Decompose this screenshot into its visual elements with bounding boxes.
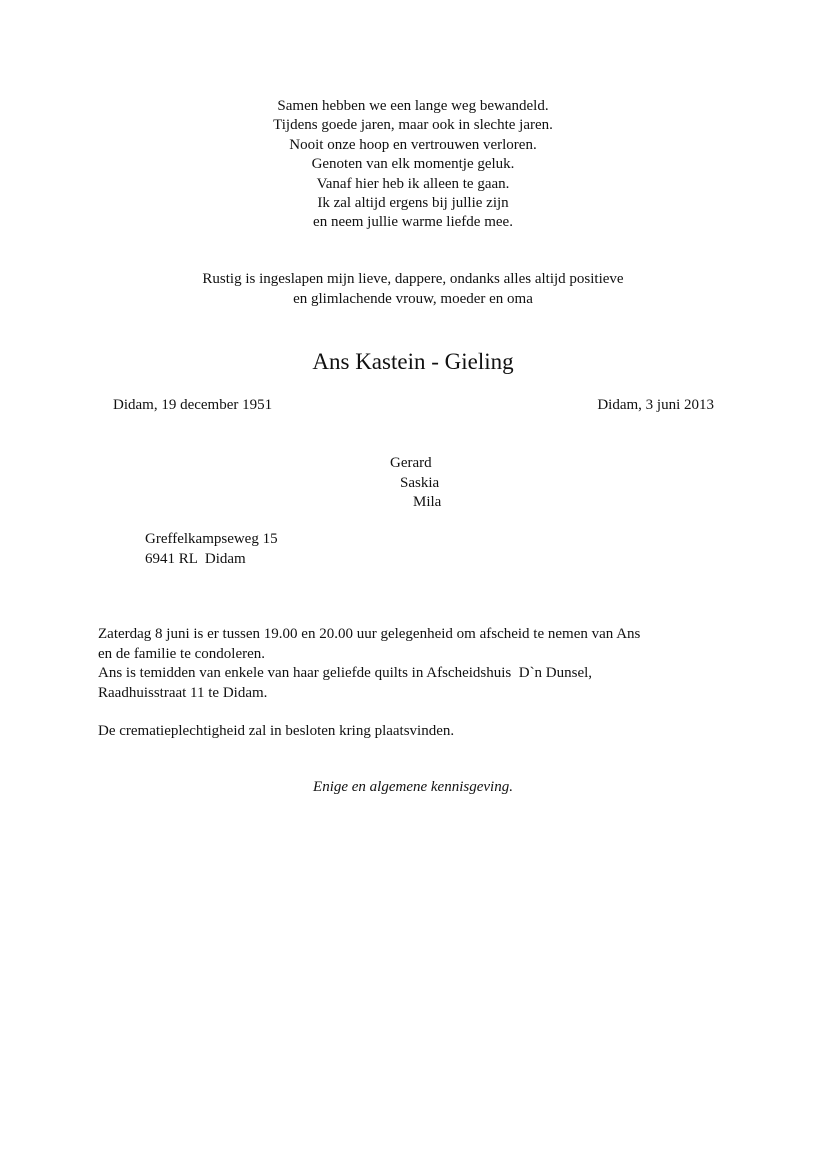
address-street: Greffelkampseweg 15 <box>145 531 278 547</box>
address-city: 6941 RL Didam <box>145 551 246 567</box>
intro-line-2: en glimlachende vrouw, moeder en oma <box>293 290 533 307</box>
closing-line: Enige en algemene kennisgeving. <box>313 779 513 795</box>
poem <box>0 97 826 233</box>
notice-line-2: en de familie te condoleren. <box>98 645 266 662</box>
poem-line: Samen hebben we een lange weg bewandeld. <box>277 98 549 114</box>
notice-line-1: Zaterdag 8 juni is er tussen 19.00 en 20.00 uur gelegenheid om afscheid te nemen van Ans <box>98 626 641 642</box>
intro-text <box>0 270 826 309</box>
poem-line: en neem jullie warme liefde mee. <box>313 214 513 231</box>
address-block <box>145 529 278 569</box>
poem-line: Vanaf hier heb ik alleen te gaan. <box>316 175 510 192</box>
visitation-notice <box>98 625 738 703</box>
family-member-gerard: Gerard <box>390 455 432 471</box>
cremation-notice: De crematieplechtigheid zal in besloten kring plaatsvinden. <box>98 723 455 739</box>
poem-line: Tijdens goede jaren, maar ook in slechte jaren. <box>273 117 553 134</box>
birth-date: Didam, 19 december 1951 <box>113 397 273 413</box>
notice-line-4: Raadhuisstraat 11 te Didam. <box>98 684 268 701</box>
deceased-name: Ans Kastein - Gieling <box>312 349 514 374</box>
intro-line-1: Rustig is ingeslapen mijn lieve, dappere, ondanks alles altijd positieve <box>202 271 624 287</box>
poem-line: Ik zal altijd ergens bij jullie zijn <box>317 195 509 212</box>
notice-line-3: Ans is temidden van enkele van haar geliefde quilts in Afscheidshuis D`n Dunsel, <box>98 665 593 681</box>
family-member-saskia: Saskia <box>400 475 440 491</box>
family-member-mila: Mila <box>413 494 442 510</box>
poem-line: Genoten van elk momentje geluk. <box>311 156 515 173</box>
poem-line: Nooit onze hoop en vertrouwen verloren. <box>289 136 537 153</box>
death-date: Didam, 3 juni 2013 <box>597 397 714 413</box>
